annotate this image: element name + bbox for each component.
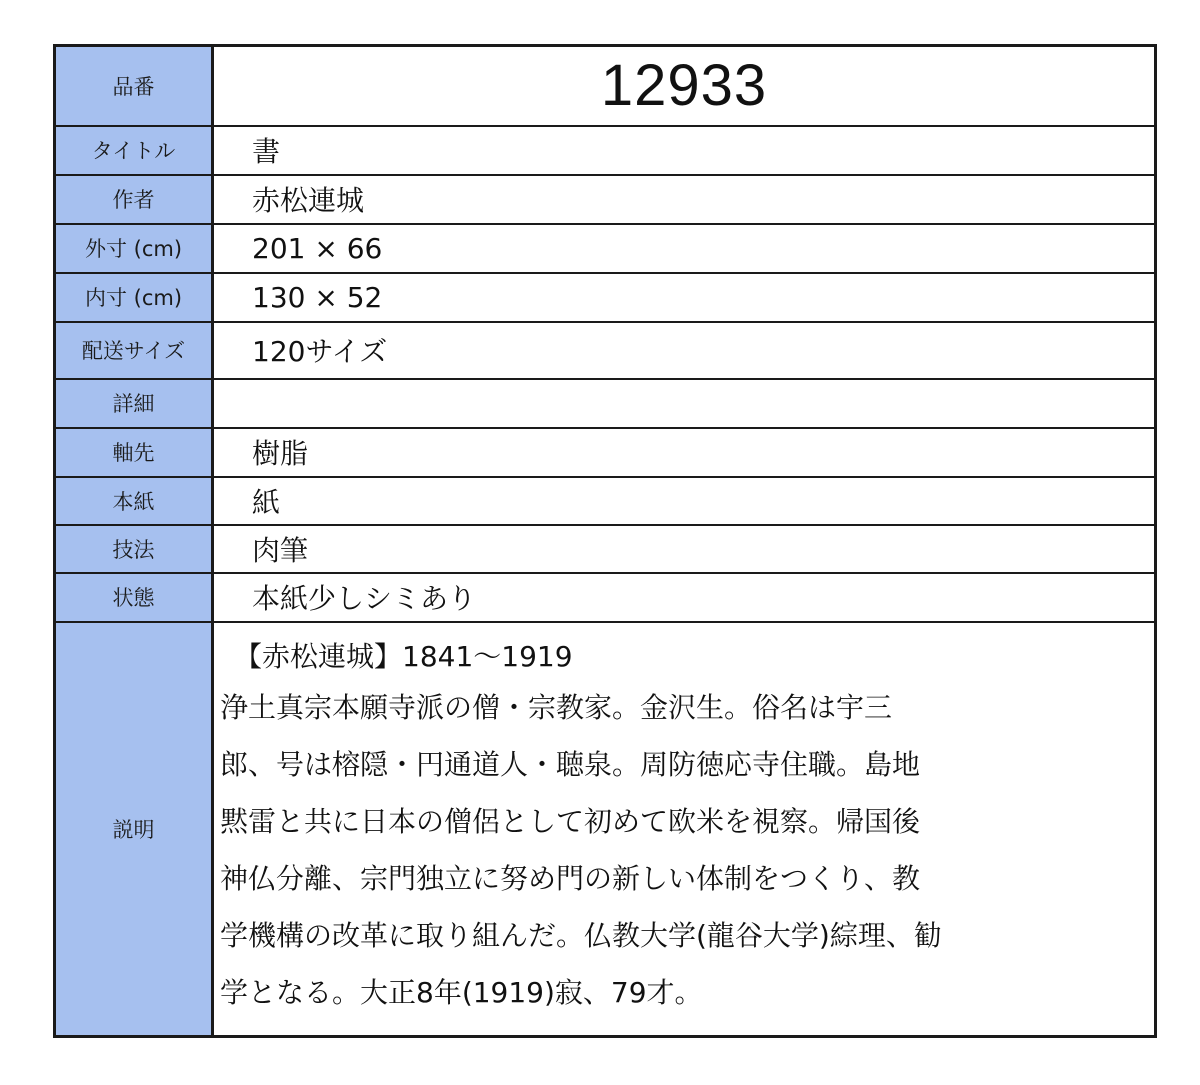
row-inner-size [55, 273, 1156, 322]
condition-label: 状態 [55, 573, 213, 622]
main-paper-value: 紙 [213, 477, 1156, 525]
row-title [55, 126, 1156, 175]
details-value [213, 379, 1156, 428]
inner-size-label: 内寸 (cm) [55, 273, 213, 322]
shipping-size-value: 120サイズ [213, 322, 1156, 379]
description-line: 郎、号は榕隠・円通道人・聴泉。周防徳応寺住職。島地 [220, 747, 921, 781]
description-body [220, 679, 1144, 1021]
condition-value: 本紙少しシミあり [213, 573, 1156, 622]
description-label: 説明 [55, 622, 213, 1037]
row-condition [55, 573, 1156, 622]
description-line: 浄土真宗本願寺派の僧・宗教家。金沢生。俗名は宇三 [220, 690, 893, 724]
title-label: タイトル [55, 126, 213, 175]
description-line: 黙雷と共に日本の僧侶として初めて欧米を視察。帰国後 [220, 804, 921, 838]
title-value: 書 [213, 126, 1156, 175]
description-content [213, 622, 1156, 1037]
outer-size-label: 外寸 (cm) [55, 224, 213, 273]
item-code-value: 12933 [213, 46, 1156, 126]
row-outer-size [55, 224, 1156, 273]
author-label: 作者 [55, 175, 213, 224]
description-heading: 【赤松連城】1841～1919 [234, 639, 573, 673]
inner-size-value: 130 × 52 [213, 273, 1156, 322]
row-shipping-size [55, 322, 1156, 379]
row-technique [55, 525, 1156, 573]
technique-label: 技法 [55, 525, 213, 573]
item-spec-table [53, 44, 1157, 1038]
shipping-size-label: 配送サイズ [55, 322, 213, 379]
row-roller-ends [55, 428, 1156, 477]
item-code-label: 品番 [55, 46, 213, 126]
technique-value: 肉筆 [213, 525, 1156, 573]
author-value: 赤松連城 [213, 175, 1156, 224]
description-line: 学となる。大正8年(1919)寂、79才。 [220, 975, 703, 1009]
description-line: 学機構の改革に取り組んだ。仏教大学(龍谷大学)綜理、勧 [220, 918, 942, 952]
main-paper-label: 本紙 [55, 477, 213, 525]
row-item-code [55, 46, 1156, 126]
details-label: 詳細 [55, 379, 213, 428]
row-author [55, 175, 1156, 224]
roller-ends-value: 樹脂 [213, 428, 1156, 477]
row-main-paper [55, 477, 1156, 525]
description-line: 神仏分離、宗門独立に努め門の新しい体制をつくり、教 [220, 861, 921, 895]
row-description [55, 622, 1156, 1037]
outer-size-value: 201 × 66 [213, 224, 1156, 273]
roller-ends-label: 軸先 [55, 428, 213, 477]
row-details [55, 379, 1156, 428]
